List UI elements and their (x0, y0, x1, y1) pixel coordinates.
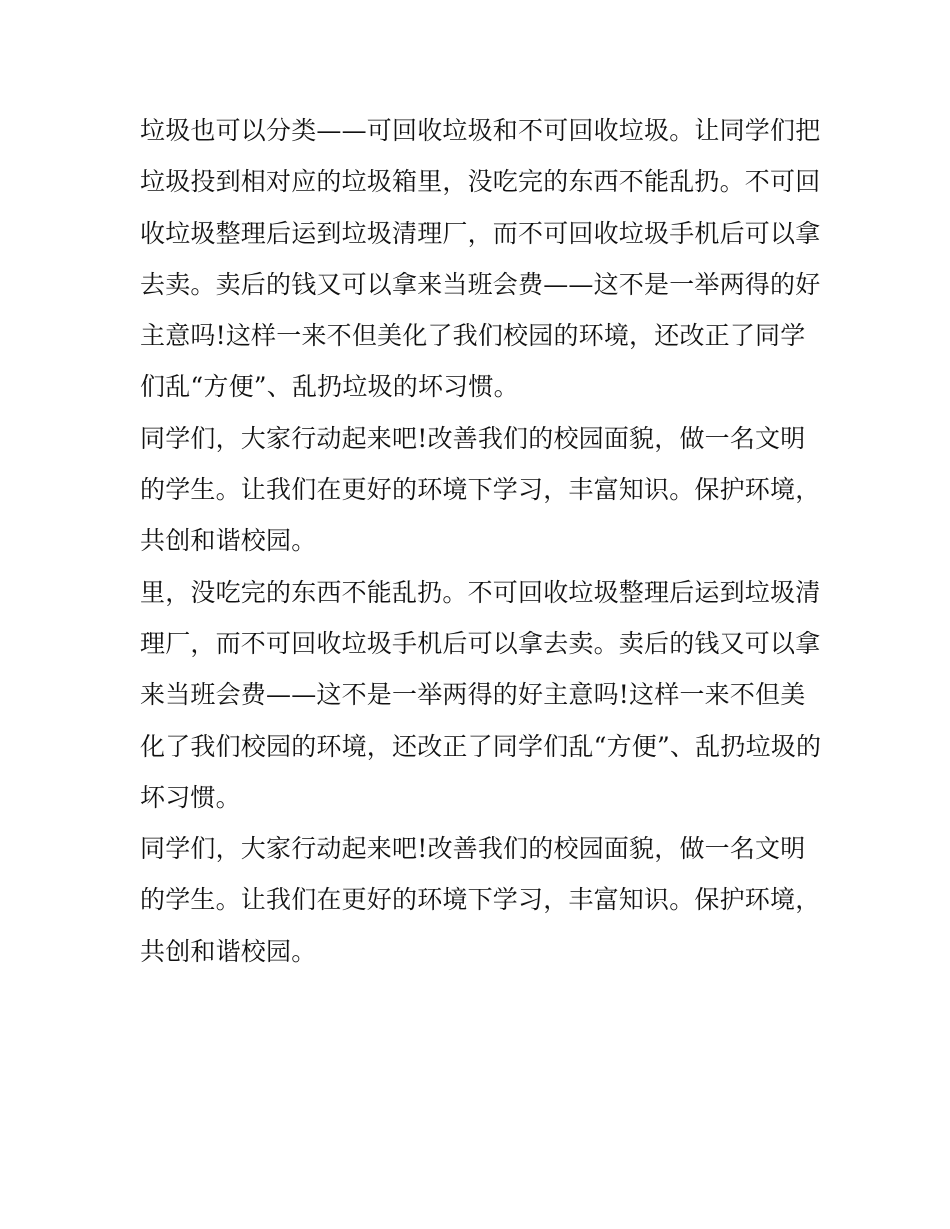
text-line: 同学们，大家行动起来吧!改善我们的校园面貌，做一名文明 (140, 423, 806, 453)
text-line: 的学生。让我们在更好的环境下学习，丰富知识。保护环境， (140, 475, 821, 505)
text-line: 们乱“方便”、乱扔垃圾的坏习惯。 (140, 372, 519, 402)
text-line: 坏习惯。 (140, 782, 241, 812)
text-line: 垃圾也可以分类——可回收垃圾和不可回收垃圾。让同学们把 (140, 116, 821, 145)
document-body (140, 105, 820, 977)
text-line: 化了我们校园的环境，还改正了同学们乱“方便”、乱扔垃圾的 (140, 731, 822, 761)
text-line: 收垃圾整理后运到垃圾清理厂，而不可回收垃圾手机后可以拿 (140, 218, 821, 248)
text-line: 来当班会费——这不是一举两得的好主意吗!这样一来不但美 (140, 680, 806, 710)
text-line: 主意吗!这样一来不但美化了我们校园的环境，还改正了同学 (140, 321, 806, 351)
text-line: 里，没吃完的东西不能乱扔。不可回收垃圾整理后运到垃圾清 (140, 577, 821, 607)
paragraph-1 (140, 105, 820, 413)
text-line: 共创和谐校园。 (140, 936, 317, 966)
paragraph-4 (140, 823, 820, 977)
paragraph-3 (140, 567, 820, 823)
text-line: 理厂，而不可回收垃圾手机后可以拿去卖。卖后的钱又可以拿 (140, 628, 821, 658)
text-line: 的学生。让我们在更好的环境下学习，丰富知识。保护环境， (140, 885, 821, 915)
paragraph-2 (140, 413, 820, 567)
text-line: 去卖。卖后的钱又可以拿来当班会费——这不是一举两得的好 (140, 269, 821, 299)
text-line: 同学们，大家行动起来吧!改善我们的校园面貌，做一名文明 (140, 834, 806, 864)
text-line: 共创和谐校园。 (140, 526, 317, 556)
text-line: 垃圾投到相对应的垃圾箱里，没吃完的东西不能乱扔。不可回 (140, 167, 821, 197)
